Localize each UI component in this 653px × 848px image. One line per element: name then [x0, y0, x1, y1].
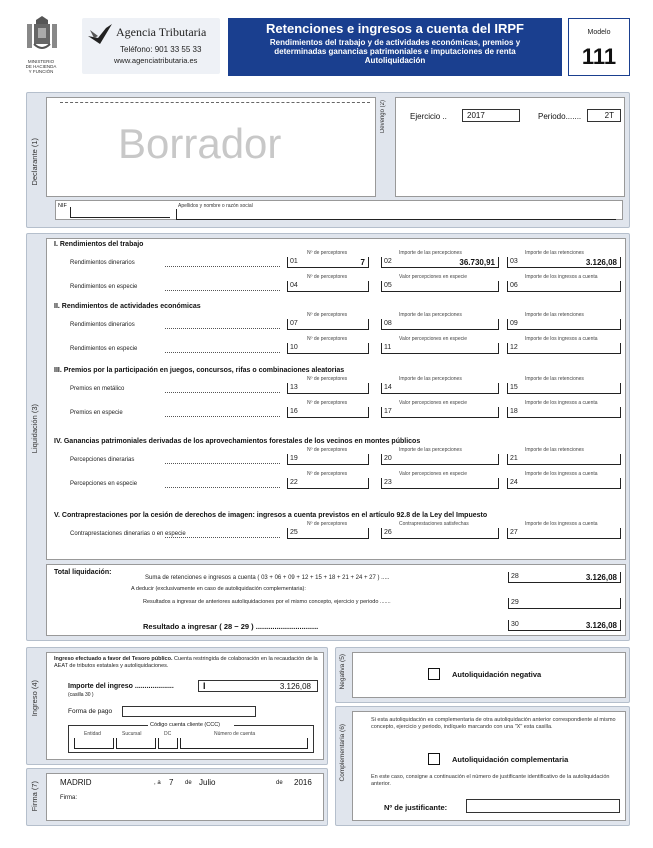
field-29-number: 29 [511, 599, 519, 606]
field-number: 25 [290, 529, 298, 536]
complementaria-label: Complementaria (6) [339, 724, 346, 782]
field-number: 09 [510, 320, 518, 327]
field-number: 10 [290, 344, 298, 351]
firma-sep-de-2: de [276, 780, 283, 786]
modelo-number: 111 [581, 44, 617, 69]
nif-label: NIF [58, 203, 67, 209]
field-number: 16 [290, 408, 298, 415]
col-caption: Valor percepciones en especie [399, 400, 468, 406]
col-caption: Nº de perceptores [307, 312, 348, 318]
field-25[interactable] [287, 528, 369, 539]
field-28-value: 3.126,08 [585, 573, 617, 582]
ccc-numero-field[interactable] [180, 738, 308, 749]
col-caption: Valor percepciones en especie [399, 274, 468, 280]
col-caption: Importe de las retenciones [525, 250, 584, 256]
field-number: 22 [290, 479, 298, 486]
field-24[interactable] [507, 478, 621, 489]
row-leader-dots [165, 532, 280, 538]
ccc-title: Código cuenta cliente (CCC) [150, 722, 221, 728]
nif-field[interactable] [70, 207, 170, 218]
importe-label: Importe del ingreso .................... [68, 683, 174, 690]
field-08[interactable] [381, 319, 499, 330]
col-caption: Importe de los ingresos a cuenta [525, 471, 598, 477]
ccc-sucursal-field[interactable] [116, 738, 156, 749]
field-number: 24 [510, 479, 518, 486]
ccc-dc-field[interactable] [158, 738, 178, 749]
field-number: 17 [384, 408, 392, 415]
devengo-label: Devengo (2) [380, 100, 386, 134]
field-value: 3.126,08 [585, 258, 617, 267]
liquidacion-label: Liquidación (3) [30, 404, 39, 454]
col-caption: Importe de las retenciones [525, 312, 584, 318]
field-07[interactable] [287, 319, 369, 330]
field-number: 08 [384, 320, 392, 327]
col-caption: Nº de perceptores [307, 400, 348, 406]
ingreso-label: Ingreso (4) [30, 680, 39, 717]
field-23[interactable] [381, 478, 499, 489]
ejercicio-label: Ejercicio .. [410, 112, 447, 121]
field-17[interactable] [381, 407, 499, 418]
field-number: 01 [290, 258, 298, 265]
col-caption: Nº de perceptores [307, 274, 348, 280]
field-number: 21 [510, 455, 518, 462]
field-09[interactable] [507, 319, 621, 330]
row-label: Rendimientos en especie [70, 346, 138, 352]
field-10[interactable] [287, 343, 369, 354]
col-caption: Importe de las retenciones [525, 376, 584, 382]
field-11[interactable] [381, 343, 499, 354]
field-26[interactable] [381, 528, 499, 539]
field-number: 23 [384, 479, 392, 486]
ejercicio-field[interactable] [462, 109, 520, 122]
field-number: 06 [510, 282, 518, 289]
justificante-label: Nº de justificante: [384, 803, 448, 812]
ccc-col-sucursal: Sucursal [122, 731, 142, 737]
firma-sep-a: , a [154, 780, 161, 786]
row-label: Contraprestaciones dinerarias o en especie [70, 531, 186, 537]
field-30-number: 30 [511, 621, 519, 628]
col-caption: Importe de las percepciones [399, 312, 462, 318]
sum-text: Suma de retenciones e ingresos a cuenta ( 03 + 06 + 09 + 12 + 15 + 18 + 21 + 24 + 27 ) ..... [145, 575, 390, 581]
field-30-value: 3.126,08 [585, 621, 617, 630]
col-caption: Valor percepciones en especie [399, 336, 468, 342]
row-label: Percepciones dinerarias [70, 457, 135, 463]
field-20[interactable] [381, 454, 499, 465]
row-label: Rendimientos dinerarios [70, 322, 135, 328]
section-title-2: II. Rendimientos de actividades económicas [54, 303, 201, 310]
section-title-1: I. Rendimientos del trabajo [54, 241, 144, 248]
field-14[interactable] [381, 383, 499, 394]
complementaria-text-1: Si esta autoliquidación es complementaria de otra autoliquidación anterior correspondiente al mismo concepto, ejercicio y periodo, indíquelo marcando con una "X" esta casilla. [371, 717, 616, 730]
field-13[interactable] [287, 383, 369, 394]
field-number: 02 [384, 258, 392, 265]
field-04[interactable] [287, 281, 369, 292]
negativa-checkbox[interactable] [428, 668, 440, 680]
section-title-5: V. Contraprestaciones por la cesión de derechos de imagen: ingresos a cuenta previstos en el artículo 92.8 de la Ley del Impuesto [54, 512, 488, 519]
ccc-top-right [234, 725, 314, 726]
col-caption: Importe de las percepciones [399, 376, 462, 382]
justificante-field[interactable] [466, 799, 620, 813]
declarante-dash-line [60, 102, 370, 103]
row-label: Premios en metálico [70, 386, 125, 392]
ccc-col-numero: Número de cuenta [214, 731, 256, 737]
field-02[interactable] [381, 257, 499, 268]
agency-phone: Teléfono: 901 33 55 33 [120, 45, 202, 54]
field-value: 7 [360, 258, 365, 267]
form-title: Retenciones e ingresos a cuenta del IRPF [266, 21, 524, 36]
field-06[interactable] [507, 281, 621, 292]
col-caption: Importe de las retenciones [525, 447, 584, 453]
form-subtitle-2: determinadas ganancias patrimoniales e imputaciones de renta [274, 47, 516, 56]
field-number: 04 [290, 282, 298, 289]
field-number: 03 [510, 258, 518, 265]
row-leader-dots [165, 347, 280, 353]
field-01[interactable] [287, 257, 369, 268]
col-caption: Nº de perceptores [307, 471, 348, 477]
importe-field[interactable] [198, 680, 318, 692]
resultado-label: Resultado a ingresar ( 28 − 29 ) .............................. [143, 622, 319, 631]
col-caption: Importe de los ingresos a cuenta [525, 521, 598, 527]
borrador-watermark: Borrador [118, 120, 282, 167]
field-number: 12 [510, 344, 518, 351]
section-title-4: IV. Ganancias patrimoniales derivadas de los aprovechamientos forestales de los vecinos en montes públicos [54, 438, 421, 445]
field-number: 19 [290, 455, 298, 462]
importe-sub: (casilla 30 ) [68, 692, 94, 698]
col-caption: Importe de los ingresos a cuenta [525, 274, 598, 280]
row-label: Rendimientos dinerarios [70, 260, 135, 266]
col-caption: Nº de perceptores [307, 250, 348, 256]
row-leader-dots [165, 323, 280, 329]
col-caption: Importe de las percepciones [399, 447, 462, 453]
col-caption: Importe de los ingresos a cuenta [525, 336, 598, 342]
firma-sep-de-1: de [185, 780, 192, 786]
field-18[interactable] [507, 407, 621, 418]
field-number: 20 [384, 455, 392, 462]
field-12[interactable] [507, 343, 621, 354]
field-number: 15 [510, 384, 518, 391]
ccc-top-left [68, 725, 148, 726]
field-03[interactable] [507, 257, 621, 268]
col-caption: Valor percepciones en especie [399, 471, 468, 477]
col-caption: Importe de las percepciones [399, 250, 462, 256]
field-number: 07 [290, 320, 298, 327]
field-27[interactable] [507, 528, 621, 539]
field-number: 26 [384, 529, 392, 536]
ministry-line-2: DE HACIENDA [25, 64, 57, 69]
ingreso-text-rest: Cuenta restringida de colaboración en la recaudación de la AEAT de tributos estatales y autoliquidaciones. [54, 656, 318, 669]
ministry-line-1: MINISTERIO [27, 59, 55, 64]
row-leader-dots [165, 387, 280, 393]
col-caption: Nº de perceptores [307, 521, 348, 527]
field-21[interactable] [507, 454, 621, 465]
firma-label: Firma (7) [30, 781, 39, 812]
field-number: 13 [290, 384, 298, 391]
deducir-text: A deducir (exclusivamente en caso de autoliquidación complementaria): [131, 586, 306, 592]
field-number: 05 [384, 282, 392, 289]
name-field[interactable] [176, 209, 616, 220]
agency-logo-icon [88, 24, 112, 46]
negativa-checkbox-label: Autoliquidación negativa [452, 670, 542, 679]
row-leader-dots [165, 411, 280, 417]
row-leader-dots [165, 261, 280, 267]
firma-place[interactable]: MADRID [60, 778, 92, 787]
resultado-prev-text: Resultados a ingresar de anteriores autoliquidaciones por el mismo concepto, ejercicio y periodo ....... [143, 599, 391, 605]
total-liquidacion-label: Total liquidación: [54, 569, 112, 576]
agency-website[interactable]: www.agenciatributaria.es [114, 56, 198, 65]
form-subtitle-3: Autoliquidación [364, 56, 426, 65]
field-16[interactable] [287, 407, 369, 418]
row-label: Rendimientos en especie [70, 284, 138, 290]
periodo-field[interactable] [587, 109, 621, 122]
forma-pago-label: Forma de pago [68, 708, 113, 715]
ccc-entidad-field[interactable] [74, 738, 114, 749]
ejercicio-value: 2017 [467, 111, 485, 120]
coat-of-arms-icon [24, 16, 60, 56]
field-22[interactable] [287, 478, 369, 489]
name-label: Apellidos y nombre o razón social [178, 203, 253, 209]
firma-firma-label: Firma: [60, 795, 77, 801]
form-subtitle-1: Rendimientos del trabajo y de actividades económicas, premios y [269, 38, 521, 47]
complementaria-checkbox[interactable] [428, 753, 440, 765]
firma-month[interactable]: Julio [199, 778, 216, 787]
ccc-col-dc: DC [164, 731, 172, 737]
col-caption: Contraprestaciones satisfechas [399, 521, 469, 527]
field-number: 11 [384, 344, 392, 351]
periodo-value: 2T [604, 111, 614, 120]
firma-year[interactable]: 2016 [294, 778, 312, 787]
importe-prefix: I [203, 681, 206, 691]
declarante-label: Declarante (1) [30, 138, 39, 186]
row-label: Premios en especie [70, 410, 123, 416]
field-number: 18 [510, 408, 518, 415]
ccc-col-entidad: Entidad [84, 731, 101, 737]
modelo-label: Modelo [587, 29, 611, 36]
field-number: 14 [384, 384, 392, 391]
complementaria-checkbox-label: Autoliquidación complementaria [452, 755, 569, 764]
row-label: Percepciones en especie [70, 481, 138, 487]
ingreso-text-bold: Ingreso efectuado a favor del Tesoro público. [54, 656, 173, 662]
firma-day[interactable]: 7 [169, 778, 174, 787]
field-28[interactable] [508, 572, 621, 583]
ingreso-text [54, 656, 320, 669]
field-number: 27 [510, 529, 518, 536]
col-caption: Nº de perceptores [307, 336, 348, 342]
periodo-label: Periodo....... [538, 112, 582, 121]
importe-value: 3.126,08 [279, 682, 311, 691]
field-15[interactable] [507, 383, 621, 394]
field-29[interactable] [508, 598, 621, 609]
complementaria-text-2: En este caso, consigne a continuación el número de justificante identificativo de la autoliquidación anterior. [371, 774, 610, 787]
ministry-line-3: Y FUNCIÓN [28, 69, 54, 74]
col-caption: Nº de perceptores [307, 447, 348, 453]
field-05[interactable] [381, 281, 499, 292]
row-leader-dots [165, 458, 280, 464]
forma-pago-field[interactable] [122, 706, 256, 717]
field-28-number: 28 [511, 573, 519, 580]
agency-name: Agencia Tributaria [116, 25, 207, 39]
field-19[interactable] [287, 454, 369, 465]
negativa-label: Negativa (5) [339, 654, 346, 690]
row-leader-dots [165, 285, 280, 291]
field-30[interactable] [508, 620, 621, 631]
col-caption: Importe de los ingresos a cuenta [525, 400, 598, 406]
row-leader-dots [165, 482, 280, 488]
section-title-3: III. Premios por la participación en juegos, concursos, rifas o combinaciones aleatorias [54, 367, 345, 374]
field-value: 36.730,91 [459, 258, 495, 267]
col-caption: Nº de perceptores [307, 376, 348, 382]
